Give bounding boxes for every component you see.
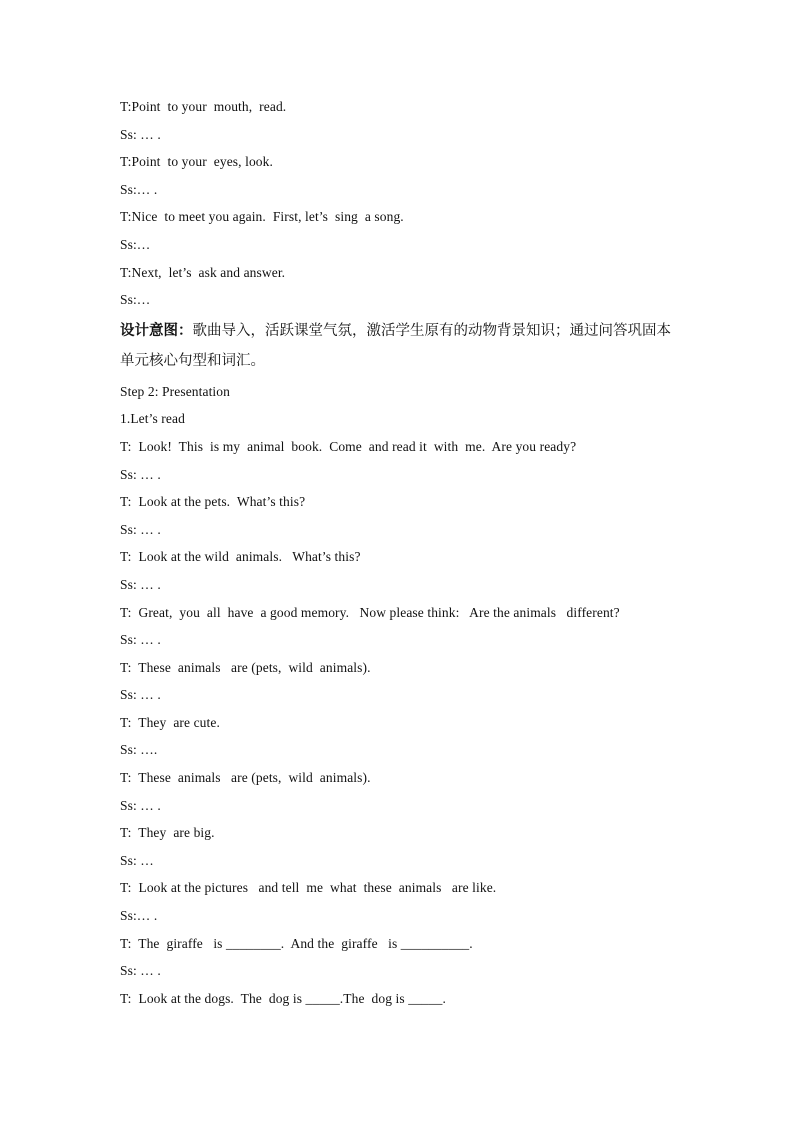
design-intent-label: 设计意图： — [120, 322, 193, 339]
dialogue-line: Ss:… — [120, 236, 151, 252]
dialogue-line: T: Great, you all have a good memory. Now please think: Are the animals different? — [120, 604, 620, 620]
dialogue-line: T:Point to your eyes, look. — [120, 154, 273, 170]
dialogue-line: Ss: … . — [120, 687, 161, 703]
dialogue-line: T:Nice to meet you again. First, let’s sing a song. — [120, 209, 404, 225]
dialogue-line: Ss: … . — [120, 126, 161, 142]
dialogue-line: T: Look at the pets. What’s this? — [120, 494, 306, 510]
dialogue-line: T: They are big. — [120, 825, 215, 841]
dialogue-line: T:Point to your mouth, read. — [120, 99, 287, 114]
dialogue-line: T: Look at the wild animals. What’s this? — [120, 549, 361, 565]
dialogue-line: Ss:… . — [120, 181, 158, 197]
dialogue-line: T: These animals are (pets, wild animals). — [120, 770, 371, 786]
dialogue-line: Ss: … . — [120, 632, 161, 648]
dialogue-line: T:Next, let’s ask and answer. — [120, 264, 286, 280]
dialogue-line: T: They are cute. — [120, 714, 220, 730]
design-intent-text: 歌曲导入，活跃课堂气氛，激活学生原有的动物背景知识；通过问答巩固本单元核心句型和词汇。 — [120, 322, 671, 369]
dialogue-line: Ss: … . — [120, 797, 161, 813]
step-heading: Step 2: Presentation — [120, 383, 230, 399]
document-body — [120, 93, 680, 1012]
dialogue-line: Ss: … . — [120, 576, 161, 592]
dialogue-line: Ss: …. — [120, 742, 158, 758]
dialogue-line: T: Look at the pictures and tell me what these animals are like. — [120, 880, 497, 896]
dialogue-line: Ss:… . — [120, 908, 158, 924]
design-intent-note — [120, 316, 680, 376]
section-heading: 1.Let’s read — [120, 411, 185, 427]
dialogue-line: T: Look at the dogs. The dog is _____.The dog is _____. — [120, 990, 446, 1006]
dialogue-line: Ss: … . — [120, 466, 161, 482]
dialogue-line: Ss: … — [120, 852, 154, 868]
dialogue-line: Ss:… — [120, 292, 151, 308]
dialogue-line: T: These animals are (pets, wild animals). — [120, 659, 371, 675]
dialogue-line: T: Look! This is my animal book. Come and read it with me. Are you ready? — [120, 438, 577, 454]
dialogue-line: Ss: … . — [120, 963, 161, 979]
dialogue-line: Ss: … . — [120, 521, 161, 537]
dialogue-line: T: The giraffe is ________. And the giraffe is __________. — [120, 935, 473, 951]
